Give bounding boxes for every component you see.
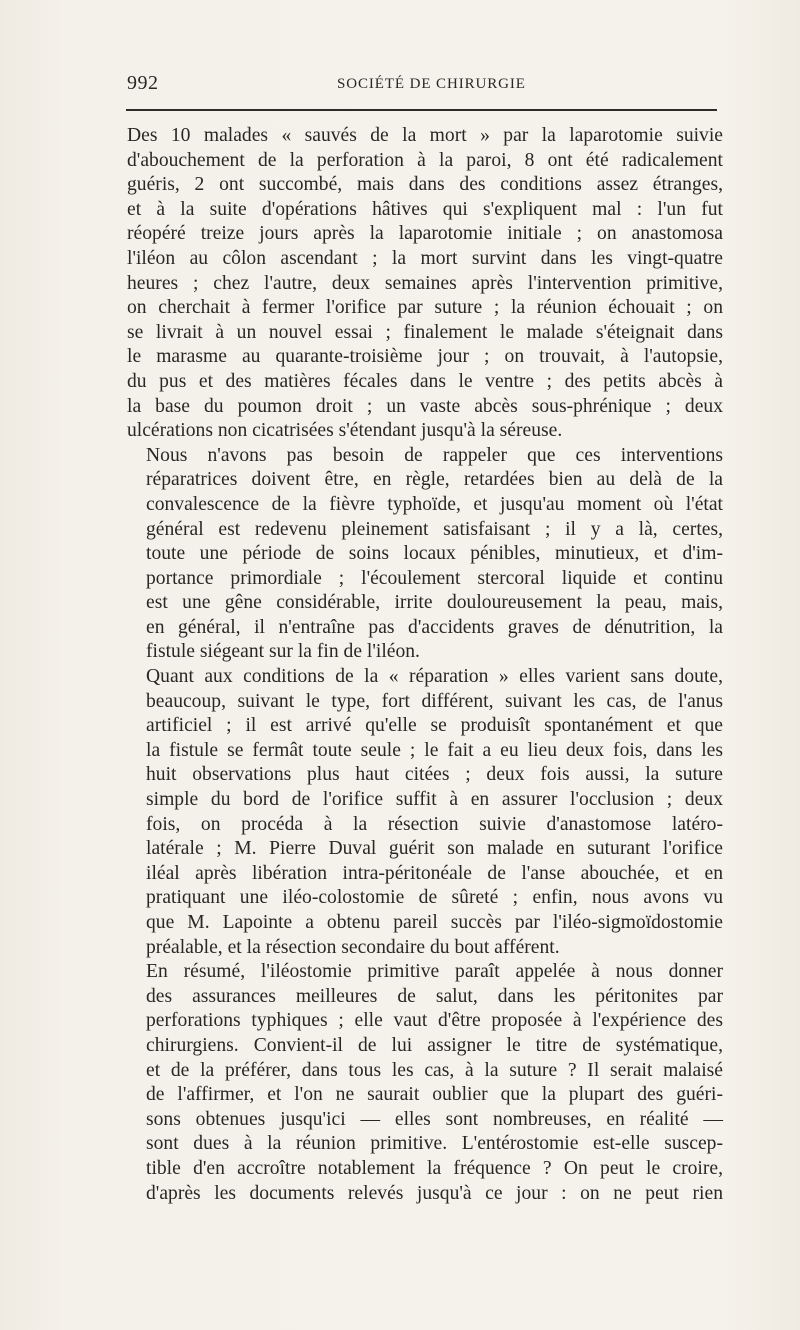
text-line: et de la préférer, dans tous les cas, à la suture ? Il serait malaisé [146,1059,723,1081]
text-line: se livrait à un nouvel essai ; finalement le malade s'éteignait dans [127,321,723,343]
text-line: convalescence de la fièvre typhoïde, et jusqu'au moment où l'état [146,493,723,515]
text-line: latérale ; M. Pierre Duval guérit son malade en suturant l'orifice [146,838,723,860]
text-line: huit observations plus haut citées ; deux fois aussi, la suture [146,764,723,786]
text-line: on cherchait à fermer l'orifice par suture ; la réunion échouait ; on [127,297,723,319]
text-line: perforations typhiques ; elle vaut d'être proposée à l'expérience des [146,1010,723,1032]
body-text [127,124,723,1206]
paragraph-2 [127,444,723,665]
header-rule [126,109,717,111]
text-line: réopéré treize jours après la laparotomie initiale ; on anastomosa [127,223,723,245]
text-line: simple du bord de l'orifice suffit à en assurer l'occlusion ; deux [146,789,723,811]
running-title: SOCIÉTÉ DE CHIRURGIE [337,76,526,92]
text-line: des assurances meilleures de salut, dans les péritonites par [146,985,723,1007]
text-line: guéris, 2 ont succombé, mais dans des conditions assez étranges, [127,174,723,196]
text-line: heures ; chez l'autre, deux semaines après l'intervention primitive, [127,272,723,294]
page-number: 992 [127,72,159,94]
text-line: artificiel ; il est arrivé qu'elle se produisît spontanément et que [146,715,723,737]
text-line: la base du poumon droit ; un vaste abcès sous-phrénique ; deux [127,395,723,417]
text-line: ulcérations non cicatrisées s'étendant jusqu'à la séreuse. [127,420,563,442]
text-line: iléal après libération intra-péritonéale de l'anse abouchée, et en [146,862,723,884]
text-line: l'iléon au côlon ascendant ; la mort survint dans les vingt-quatre [127,247,723,269]
text-line: Des 10 malades « sauvés de la mort » par la laparotomie suivie [127,125,723,146]
text-line: en général, il n'entraîne pas d'accidents graves de dénutrition, la [146,616,723,638]
text-line: fistule siégeant sur la fin de l'iléon. [146,641,420,663]
text-line: chirurgiens. Convient-il de lui assigner le titre de systématique, [146,1034,723,1056]
text-line: d'abouchement de la perforation à la paroi, 8 ont été radicalement [127,149,723,171]
paragraph-3 [127,665,723,960]
text-line: général est redevenu pleinement satisfaisant ; il y a là, certes, [146,518,723,540]
text-line: la fistule se fermât toute seule ; le fait a eu lieu deux fois, dans les [146,739,723,761]
text-line: tible d'en accroître notablement la fréquence ? On peut le croire, [146,1157,723,1179]
text-line: sont dues à la réunion primitive. L'entérostomie est-elle suscep- [146,1133,723,1155]
text-line: d'après les documents relevés jusqu'à ce jour : on ne peut rien [146,1182,723,1204]
text-line: pratiquant une iléo-colostomie de sûreté ; enfin, nous avons vu [146,887,723,909]
text-line: et à la suite d'opérations hâtives qui s'expliquent mal : l'un fut [127,198,723,220]
text-line: portance primordiale ; l'écoulement stercoral liquide et continu [146,567,723,589]
running-head [127,71,717,95]
text-line: le marasme au quarante-troisième jour ; on trouvait, à l'autopsie, [127,346,723,368]
text-line: est une gêne considérable, irrite douloureusement la peau, mais, [146,592,723,614]
text-line: du pus et des matières fécales dans le ventre ; des petits abcès à [127,370,723,392]
paragraph-1 [127,124,723,444]
text-line: fois, on procéda à la résection suivie d'anastomose latéro- [146,813,723,835]
text-line: de l'affirmer, et l'on ne saurait oublier que la plupart des guéri- [146,1084,723,1106]
paragraph-4 [127,960,723,1206]
text-line: En résumé, l'iléostomie primitive paraît appelée à nous donner [146,961,723,983]
text-line: toute une période de soins locaux pénibles, minutieux, et d'im- [146,543,723,565]
text-line: réparatrices doivent être, en règle, retardées bien au delà de la [146,469,723,491]
text-line: Quant aux conditions de la « réparation » elles varient sans doute, [146,666,723,688]
text-line: sons obtenues jusqu'ici — elles sont nombreuses, en réalité — [146,1108,723,1130]
text-line: préalable, et la résection secondaire du bout afférent. [146,936,560,958]
text-line: Nous n'avons pas besoin de rappeler que ces interventions [146,444,723,466]
text-line: que M. Lapointe a obtenu pareil succès par l'iléo-sigmoïdostomie [146,912,723,933]
text-line: beaucoup, suivant le type, fort différent, suivant les cas, de l'anus [146,690,723,712]
